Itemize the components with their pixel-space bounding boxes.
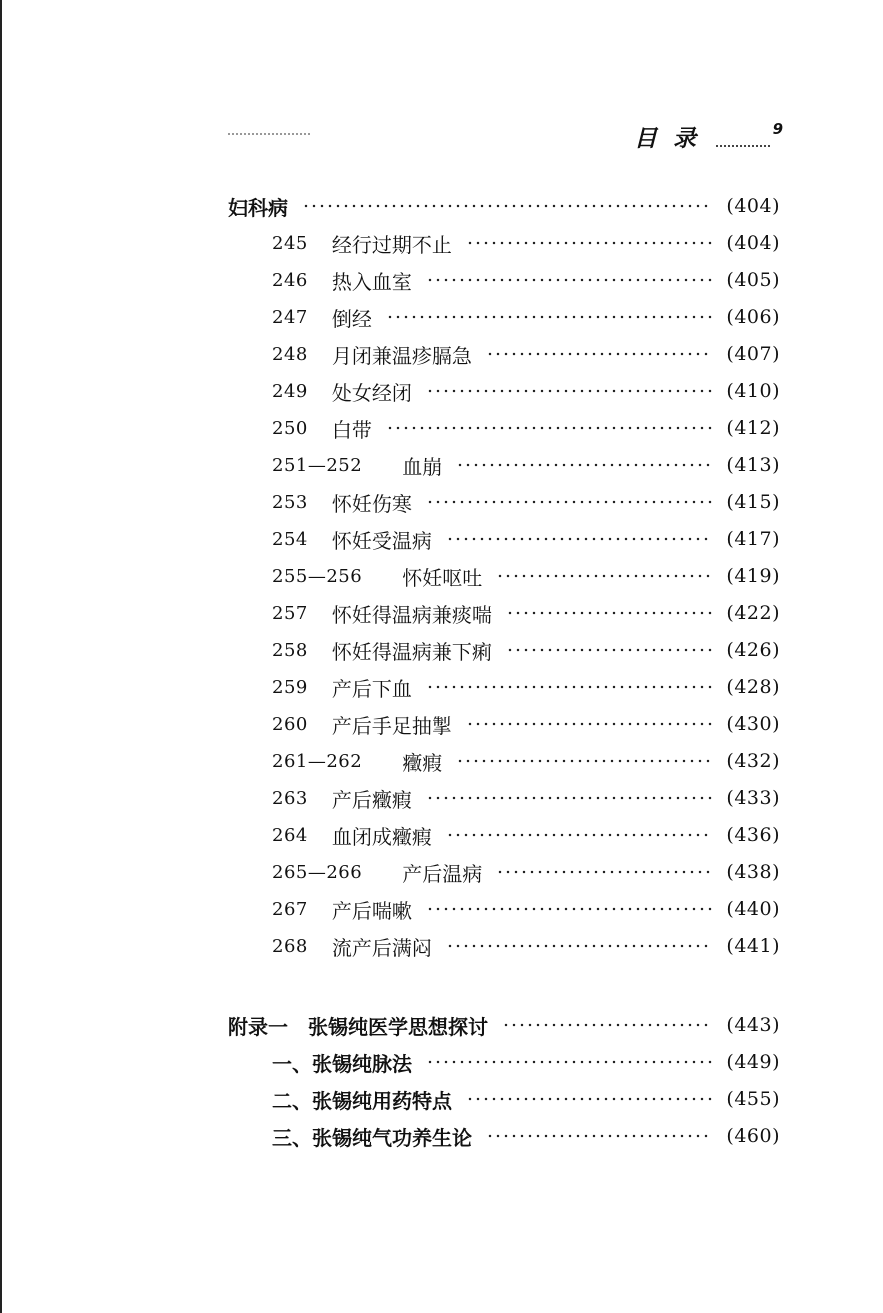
header-rule bbox=[716, 145, 770, 147]
dot-leader bbox=[426, 677, 713, 697]
page-ref: (436) bbox=[726, 824, 780, 846]
page-ref: (407) bbox=[726, 343, 780, 365]
toc-entry[interactable] bbox=[272, 301, 780, 333]
toc-entry[interactable] bbox=[272, 1120, 780, 1152]
entry-number: 264 bbox=[272, 824, 308, 846]
toc-entry[interactable] bbox=[272, 893, 780, 925]
page-ref: (404) bbox=[726, 232, 780, 254]
toc-entry[interactable] bbox=[272, 1083, 780, 1115]
page-edge bbox=[0, 0, 2, 1313]
toc-entry[interactable] bbox=[272, 856, 780, 888]
entry-number: 265—266 bbox=[272, 861, 363, 883]
dot-leader bbox=[456, 455, 712, 475]
dot-leader bbox=[506, 603, 713, 623]
page-ref: (428) bbox=[726, 676, 780, 698]
entry-number: 248 bbox=[272, 343, 308, 365]
running-header bbox=[598, 118, 783, 154]
entry-number: 253 bbox=[272, 491, 308, 513]
page-ref: (440) bbox=[726, 898, 780, 920]
dot-leader bbox=[426, 788, 713, 808]
toc-entry[interactable] bbox=[272, 338, 780, 370]
page-number: 9 bbox=[772, 120, 783, 138]
page-ref: (410) bbox=[726, 380, 780, 402]
entry-title: 倒经 bbox=[331, 306, 372, 331]
toc-entry[interactable] bbox=[272, 597, 780, 629]
dot-leader bbox=[386, 418, 713, 438]
page-ref: (422) bbox=[726, 602, 780, 624]
entry-title: 三、张锡纯气功养生论 bbox=[272, 1125, 472, 1150]
toc-entry[interactable] bbox=[272, 560, 780, 592]
toc-entry[interactable] bbox=[272, 227, 780, 259]
dot-leader bbox=[456, 751, 712, 771]
page-ref: (455) bbox=[726, 1088, 780, 1110]
dot-leader bbox=[496, 862, 712, 882]
entry-number: 246 bbox=[272, 269, 308, 291]
page-ref: (417) bbox=[726, 528, 780, 550]
entry-number: 261—262 bbox=[272, 750, 363, 772]
page-ref: (405) bbox=[726, 269, 780, 291]
toc-section-heading[interactable] bbox=[228, 190, 780, 222]
page-ref: (430) bbox=[726, 713, 780, 735]
page-ref: (404) bbox=[726, 195, 780, 217]
entry-title: 热入血室 bbox=[331, 269, 412, 294]
entry-number: 247 bbox=[272, 306, 308, 328]
entry-title: 经行过期不止 bbox=[331, 232, 452, 257]
entry-number: 268 bbox=[272, 935, 308, 957]
entry-number: 267 bbox=[272, 898, 308, 920]
toc-entry[interactable] bbox=[272, 486, 780, 518]
dot-leader bbox=[426, 270, 713, 290]
entry-title: 月闭兼温疹膈急 bbox=[331, 343, 472, 368]
entry-title: 处女经闭 bbox=[331, 380, 412, 405]
entry-title: 产后温病 bbox=[402, 861, 483, 886]
dot-leader bbox=[466, 233, 713, 253]
toc-entry[interactable] bbox=[272, 264, 780, 296]
page-ref: (438) bbox=[726, 861, 780, 883]
entry-number: 245 bbox=[272, 232, 308, 254]
page-ref: (460) bbox=[726, 1125, 780, 1147]
dot-leader bbox=[466, 1089, 712, 1109]
dot-leader bbox=[446, 825, 713, 845]
dot-leader bbox=[502, 1015, 712, 1035]
toc-entry[interactable] bbox=[272, 708, 780, 740]
entry-title: 怀妊受温病 bbox=[331, 528, 432, 553]
entry-number: 260 bbox=[272, 713, 308, 735]
toc-entry[interactable] bbox=[272, 1046, 780, 1078]
header-title: 目 录 bbox=[634, 126, 701, 152]
dot-leader bbox=[466, 714, 713, 734]
toc-entry[interactable] bbox=[272, 819, 780, 851]
entry-title: 怀妊得温病兼下痢 bbox=[331, 639, 492, 664]
dot-leader bbox=[506, 640, 713, 660]
entry-title: 怀妊呕吐 bbox=[402, 565, 483, 590]
entry-number: 258 bbox=[272, 639, 308, 661]
entry-title: 产后下血 bbox=[331, 676, 412, 701]
header-decoration bbox=[228, 133, 310, 135]
toc-entry[interactable] bbox=[272, 523, 780, 555]
toc-entry[interactable] bbox=[272, 671, 780, 703]
section-title: 附录一 张锡纯医学思想探讨 bbox=[228, 1014, 488, 1039]
entry-number: 255—256 bbox=[272, 565, 363, 587]
page-ref: (406) bbox=[726, 306, 780, 328]
toc-entry[interactable] bbox=[272, 449, 780, 481]
entry-title: 二、张锡纯用药特点 bbox=[272, 1088, 452, 1113]
page-ref: (419) bbox=[726, 565, 780, 587]
entry-number: 251—252 bbox=[272, 454, 363, 476]
entry-title: 白带 bbox=[331, 417, 372, 442]
toc-entry[interactable] bbox=[272, 412, 780, 444]
entry-number: 257 bbox=[272, 602, 308, 624]
entry-title: 产后癥瘕 bbox=[331, 787, 412, 812]
page-ref: (449) bbox=[726, 1051, 780, 1073]
page-ref: (426) bbox=[726, 639, 780, 661]
dot-leader bbox=[426, 1052, 712, 1072]
dot-leader bbox=[446, 529, 713, 549]
entry-title: 一、张锡纯脉法 bbox=[272, 1051, 412, 1076]
page-ref: (413) bbox=[726, 454, 780, 476]
entry-number: 263 bbox=[272, 787, 308, 809]
entry-title: 产后喘嗽 bbox=[331, 898, 412, 923]
toc-entry[interactable] bbox=[272, 375, 780, 407]
section-title: 妇科病 bbox=[228, 195, 288, 220]
page-ref: (433) bbox=[726, 787, 780, 809]
dot-leader bbox=[302, 196, 712, 216]
dot-leader bbox=[386, 307, 713, 327]
entry-title: 血崩 bbox=[402, 454, 443, 479]
dot-leader bbox=[426, 492, 713, 512]
dot-leader bbox=[426, 381, 713, 401]
dot-leader bbox=[496, 566, 712, 586]
dot-leader bbox=[426, 899, 713, 919]
toc-entry[interactable] bbox=[272, 782, 780, 814]
entry-title: 怀妊得温病兼痰喘 bbox=[331, 602, 492, 627]
page-ref: (443) bbox=[726, 1014, 780, 1036]
page-ref: (441) bbox=[726, 935, 780, 957]
entry-number: 249 bbox=[272, 380, 308, 402]
toc-section-heading[interactable] bbox=[228, 1009, 780, 1041]
page-ref: (415) bbox=[726, 491, 780, 513]
page-ref: (412) bbox=[726, 417, 780, 439]
entry-number: 254 bbox=[272, 528, 308, 550]
entry-title: 流产后满闷 bbox=[331, 935, 432, 960]
entry-title: 癥瘕 bbox=[402, 750, 443, 775]
toc-entry[interactable] bbox=[272, 634, 780, 666]
entry-number: 250 bbox=[272, 417, 308, 439]
page-ref: (432) bbox=[726, 750, 780, 772]
toc-entry[interactable] bbox=[272, 930, 780, 962]
dot-leader bbox=[446, 936, 713, 956]
toc-entry[interactable] bbox=[272, 745, 780, 777]
entry-title: 血闭成癥瘕 bbox=[331, 824, 432, 849]
dot-leader bbox=[486, 344, 713, 364]
entry-number: 259 bbox=[272, 676, 308, 698]
entry-title: 怀妊伤寒 bbox=[331, 491, 412, 516]
dot-leader bbox=[486, 1126, 712, 1146]
entry-title: 产后手足抽掣 bbox=[331, 713, 452, 738]
